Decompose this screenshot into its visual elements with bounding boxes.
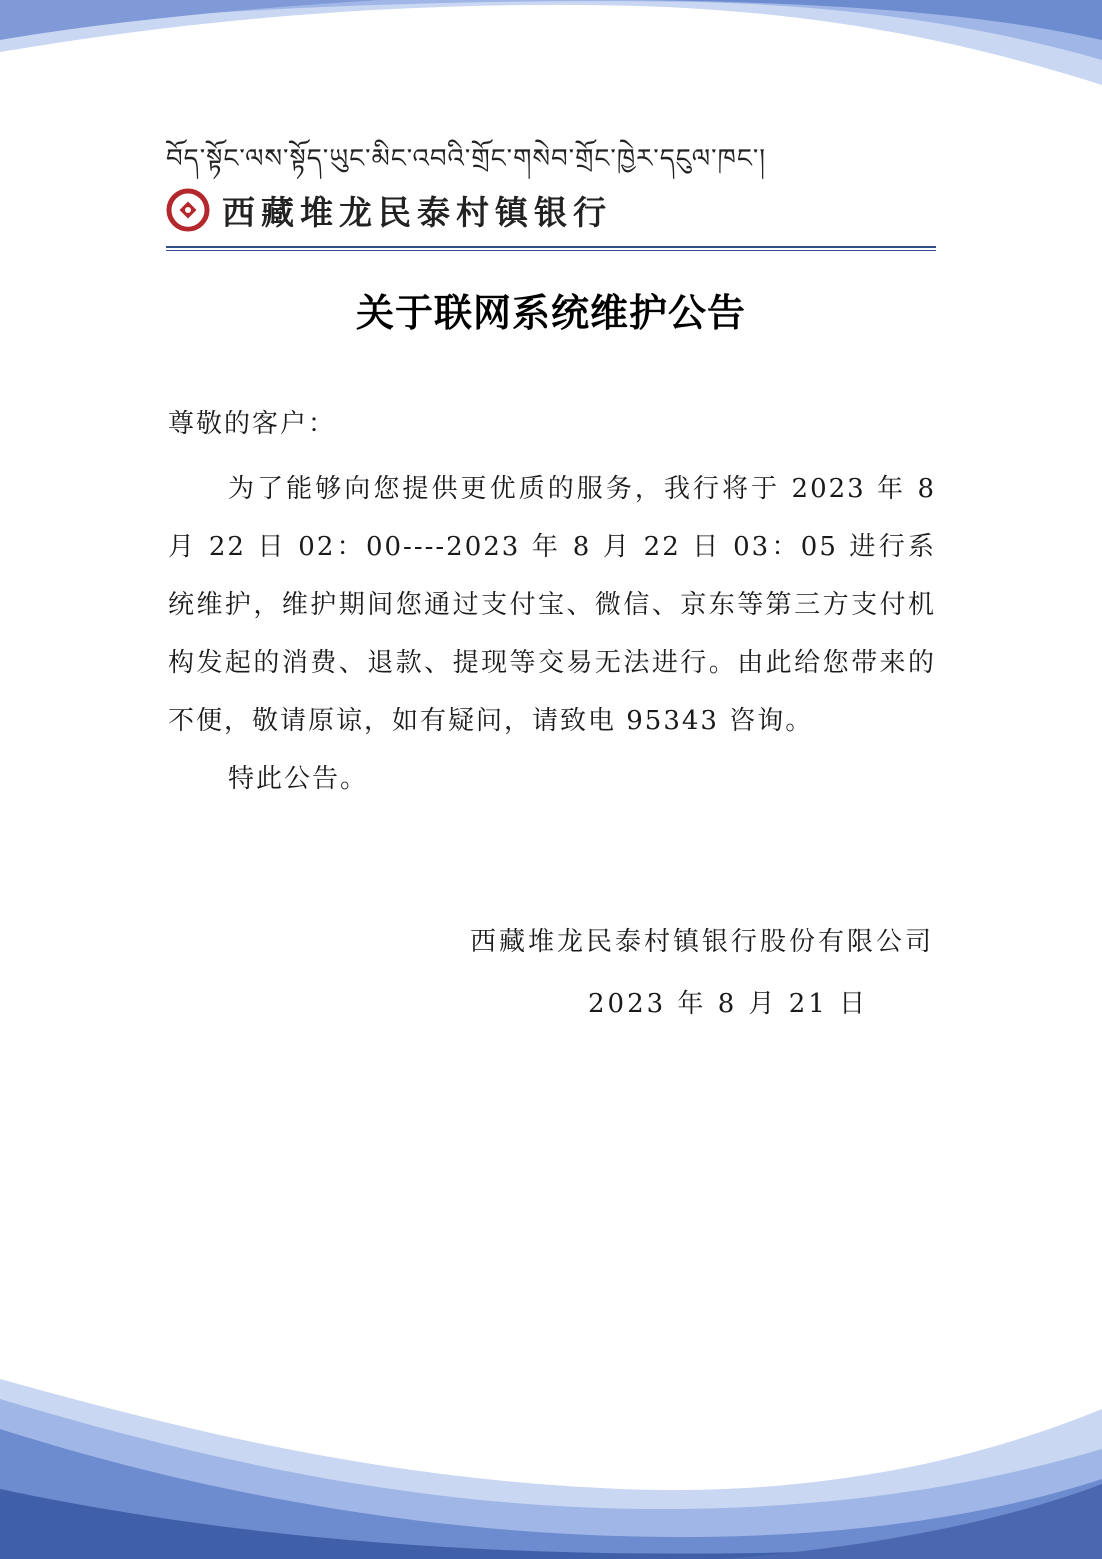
tibetan-bank-name: བོད་སྟོང་ལས་སྟོད་ཡུང་མིང་འབའི་གྲོང་གསེབ་གྲོང་ཁྱེར་དངུལ་ཁང་།	[166, 144, 767, 174]
notice-content	[168, 402, 936, 808]
notice-title: 关于联网系统维护公告	[355, 291, 746, 335]
letterhead	[166, 140, 936, 251]
top-wave-decoration	[0, 0, 1102, 110]
closing-line: 特此公告。	[228, 764, 369, 794]
letterhead-rule-thin	[166, 250, 936, 251]
brand-row	[166, 182, 936, 238]
letterhead-rule	[166, 246, 936, 248]
signature: 西藏堆龙民泰村镇银行股份有限公司	[469, 927, 934, 957]
body-paragraph: 为了能够向您提供更优质的服务，我行将于 2023 年 8 月 22 日 02：00----2023 年 8 月 22 日 03：05 进行系统维护，维护期间您通过支付宝、微信、京东等第三方支付机构发起的消费、退款、提现等交易无法进行。由此给您带来的不便，敬请原谅，如有疑问，请致电 95343 咨询。	[168, 474, 936, 736]
bank-name-chinese: 西藏堆龙民泰村镇银行	[222, 192, 612, 232]
bank-logo-icon	[166, 188, 210, 232]
notice-date: 2023 年 8 月 21 日	[588, 989, 869, 1019]
greeting: 尊敬的客户：	[168, 409, 337, 439]
bottom-wave-decoration	[0, 1369, 1102, 1559]
